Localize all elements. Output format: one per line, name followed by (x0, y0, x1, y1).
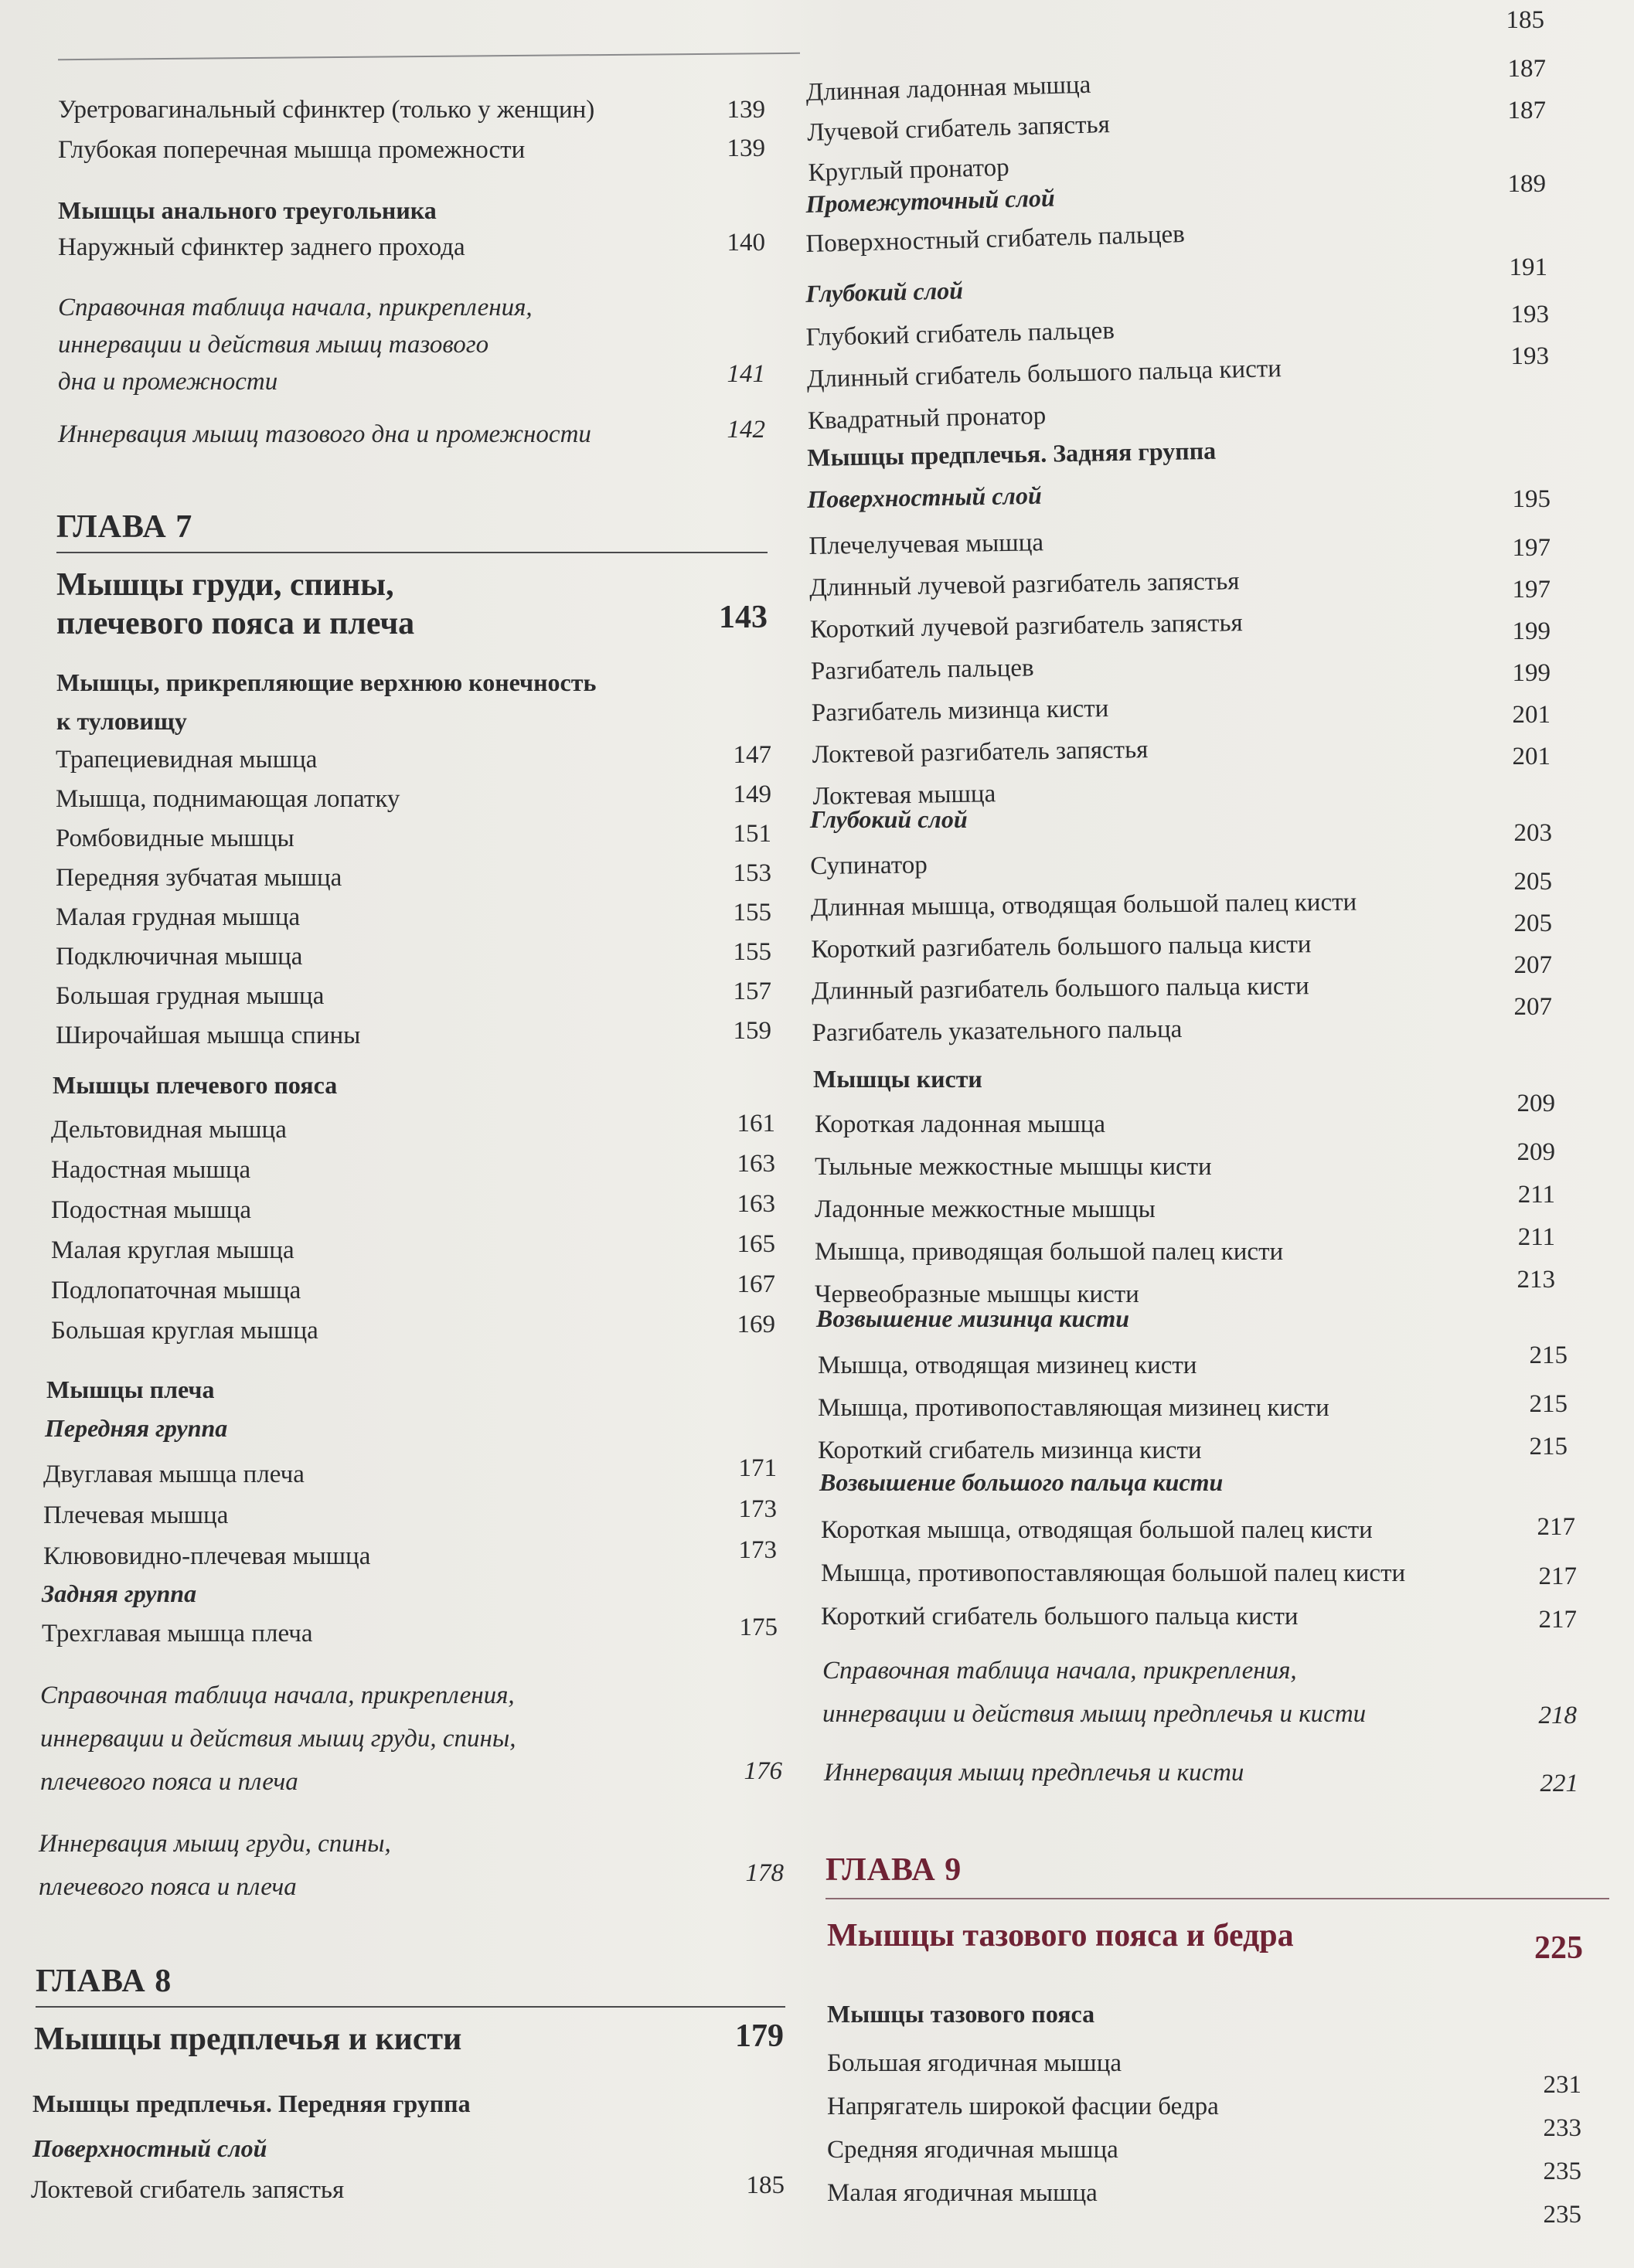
toc-entry[interactable]: Лучевой сгибатель запястья (806, 111, 1111, 147)
toc-entry[interactable]: Длинная мышца, отводящая большой палец кисти (810, 888, 1357, 922)
entry-page: 142 (727, 416, 765, 444)
page-list (1461, 48, 1546, 131)
entry-page: 167 (737, 1270, 775, 1298)
entry-list (827, 2042, 1219, 2215)
toc-entry[interactable]: Напрягатель широкой фасции бедра (827, 2093, 1219, 2120)
toc-entry[interactable]: Большая грудная мышца (56, 982, 325, 1010)
entry-page: 153 (733, 859, 771, 887)
entry-page: 139 (727, 96, 765, 124)
chapter-title[interactable]: Мышцы предплечья и кисти (34, 2021, 462, 2057)
entry-page: 171 (738, 1454, 777, 1482)
toc-entry[interactable]: Длинная ладонная мышца (805, 70, 1091, 107)
toc-entry[interactable]: Короткая ладонная мышца (815, 1110, 1106, 1138)
subsection-heading: Возвышение мизинца кисти (816, 1304, 1129, 1332)
toc-entry[interactable]: Локтевой разгибатель запястья (812, 736, 1149, 769)
chapter-rule (826, 1898, 1609, 1899)
ref-line: иннервации и действия мышц груди, спины, (40, 1725, 516, 1753)
subsection-heading: Передняя группа (45, 1414, 228, 1442)
page-list (1461, 294, 1549, 377)
reference-table-link[interactable] (822, 1649, 1366, 1736)
entry-page: 231 (1543, 2071, 1581, 2099)
toc-entry[interactable]: Мышца, отводящая мизинец кисти (818, 1352, 1197, 1379)
entry-page: 217 (1538, 1562, 1577, 1590)
toc-entry[interactable]: Длинный сгибатель большого пальца кисти (806, 355, 1282, 393)
entry-page: 221 (1540, 1770, 1578, 1797)
chapter-label: ГЛАВА 7 (56, 509, 193, 545)
toc-entry[interactable]: Червеобразные мышцы кисти (815, 1280, 1139, 1308)
heading-line: Мышцы, прикрепляющие верхнюю конечность (56, 668, 597, 696)
entry-page: 173 (738, 1495, 777, 1523)
subsection-heading: Промежуточный слой (805, 183, 1056, 218)
entry-page: 235 (1543, 2201, 1581, 2229)
entry-page: 197 (1512, 534, 1551, 562)
toc-entry[interactable]: Малая грудная мышца (56, 903, 301, 931)
entry-page: 199 (1512, 617, 1551, 645)
toc-entry[interactable]: Разгибатель указательного пальца (812, 1015, 1183, 1047)
toc-entry[interactable]: Короткий сгибатель мизинца кисти (818, 1437, 1202, 1464)
ref-line: дна и промежности (58, 368, 278, 396)
entry-page: 205 (1513, 910, 1552, 937)
chapter-rule (56, 552, 768, 553)
entry-page: 213 (1517, 1266, 1555, 1294)
section-heading (56, 663, 596, 740)
ref-line: плечевого пояса и плеча (39, 1873, 297, 1901)
entry-list (43, 1454, 370, 1577)
innervation-link[interactable] (39, 1822, 391, 1909)
toc-entry[interactable]: Глубокий сгибатель пальцев (805, 316, 1115, 352)
entry-page: 141 (727, 360, 765, 388)
entry-page: 211 (1517, 1223, 1555, 1251)
subsection-heading: Глубокий слой (805, 276, 964, 308)
entry-page: 205 (1513, 868, 1552, 896)
toc-entry[interactable]: Большая круглая мышца (51, 1317, 318, 1345)
chapter-title-line: плечевого пояса и плеча (56, 606, 415, 641)
entry-page: 197 (1512, 576, 1551, 604)
toc-entry[interactable]: Ладонные межкостные мышцы (815, 1195, 1156, 1223)
ref-line: иннервации и действия мышц тазового (58, 331, 489, 359)
entry-page: 207 (1513, 951, 1552, 979)
entry-page: 217 (1537, 1513, 1575, 1541)
page-list (1461, 1555, 1577, 1641)
toc-entry[interactable]: Короткая мышца, отводящая большой палец кисти (821, 1516, 1373, 1544)
section-heading: Мышцы кисти (813, 1065, 982, 1093)
entry-page: 163 (737, 1150, 775, 1178)
entry-page: 159 (733, 1017, 771, 1045)
toc-entry[interactable]: Большая ягодичная мышца (827, 2049, 1122, 2077)
chapter-title[interactable] (56, 566, 414, 643)
entry-page: 235 (1543, 2157, 1581, 2185)
entry-list (805, 64, 1111, 193)
ref-line: Иннервация мышц груди, спины, (39, 1830, 391, 1858)
toc-entry[interactable]: Квадратный пронатор (807, 401, 1047, 435)
entry-page: 211 (1517, 1181, 1555, 1209)
toc-entry[interactable]: Малая ягодичная мышца (827, 2179, 1098, 2207)
subsection-heading: Глубокий слой (810, 805, 968, 833)
entry-label: Поверхностный сгибатель пальцев (805, 220, 1186, 258)
ref-line: плечевого пояса и плеча (40, 1768, 298, 1796)
section-heading: Мышцы плеча (46, 1375, 215, 1403)
chapter-page: 143 (719, 600, 768, 635)
toc-entry[interactable]: Короткий лучевой разгибатель запястья (809, 609, 1243, 644)
entry-list (810, 840, 1358, 1054)
reference-table-link[interactable] (58, 289, 533, 400)
innervation-link[interactable] (824, 1754, 1244, 1791)
chapter-label: ГЛАВА 9 (826, 1852, 962, 1888)
entry-page: 176 (744, 1757, 782, 1785)
chapter-title-line: Мышцы груди, спины, (56, 567, 394, 603)
ref-line: Иннервация мышц тазового дна и промежности (58, 420, 591, 448)
subsection-heading: Поверхностный слой (32, 2134, 267, 2162)
top-rule (58, 53, 800, 60)
toc-entry[interactable]: Подлопаточная мышца (51, 1277, 301, 1304)
ref-line: иннервации и действия мышц предплечья и кисти (822, 1700, 1367, 1728)
entry-page: 178 (745, 1859, 784, 1887)
entry-page: 147 (733, 741, 771, 769)
toc-entry[interactable] (42, 1620, 313, 1648)
chapter-label: ГЛАВА 8 (36, 1964, 172, 1999)
page-list (696, 1103, 775, 1345)
entry-page: 199 (1512, 659, 1551, 687)
toc-entry[interactable]: Локтевая мышца (812, 780, 996, 811)
toc-entry[interactable]: Средняя ягодичная мышца (827, 2136, 1118, 2164)
entry-label: Уретровагинальный сфинктер (только у женщин) (58, 96, 595, 124)
entry-page: 193 (1510, 342, 1549, 370)
section-heading: Мышцы плечевого пояса (53, 1071, 338, 1099)
section-heading: Мышцы анального треугольника (58, 196, 437, 224)
ref-line: Справочная таблица начала, прикрепления, (40, 1681, 515, 1709)
entry-page: 140 (727, 229, 765, 257)
toc-entry[interactable]: Плечелучевая мышца (808, 529, 1044, 560)
section-heading: Мышцы тазового пояса (827, 2000, 1095, 2028)
toc-entry[interactable]: Трапециевидная мышца (56, 746, 318, 774)
section-heading: Мышцы предплечья. Передняя группа (32, 2089, 471, 2117)
entry-page: 187 (1507, 55, 1546, 83)
page-list (1461, 1131, 1555, 1301)
entry-page: 218 (1538, 1702, 1577, 1729)
toc-entry[interactable] (31, 2176, 344, 2205)
chapter-page: 225 (1534, 1930, 1583, 1966)
toc-entry[interactable]: Длинный разгибатель большого пальца кисти (811, 972, 1309, 1005)
page-list (1461, 527, 1551, 777)
toc-entry[interactable]: Супинатор (810, 851, 928, 880)
toc-entry[interactable]: Круглый пронатор (808, 153, 1010, 187)
entry-list (815, 1103, 1283, 1316)
entry-list (51, 1110, 318, 1351)
entry-page: 173 (738, 1536, 777, 1564)
entry-label: Локтевой сгибатель запястья (31, 2176, 345, 2204)
toc-entry[interactable]: Широчайшая мышца спины (56, 1022, 361, 1049)
toc-entry[interactable]: Мышца, противопоставляющая большой палец кисти (821, 1559, 1406, 1587)
innervation-link[interactable] (58, 416, 591, 453)
entry-page: 201 (1512, 743, 1551, 770)
toc-entry[interactable]: Плечевая мышца (43, 1501, 229, 1529)
toc-entry[interactable]: Подостная мышца (51, 1196, 252, 1224)
entry-page: 195 (1512, 485, 1551, 513)
entry-label: Наружный сфинктер заднего прохода (58, 233, 465, 261)
entry-page: 165 (737, 1230, 775, 1258)
entry-page: 187 (1507, 97, 1546, 124)
toc-entry[interactable]: Дельтовидная мышца (51, 1116, 287, 1144)
subsection-heading: Задняя группа (42, 1579, 197, 1607)
entry-page: 151 (733, 820, 771, 848)
entry-page: 207 (1513, 993, 1552, 1021)
entry-page: 175 (739, 1613, 778, 1641)
toc-entry[interactable] (58, 136, 525, 165)
toc-entry[interactable]: Двуглавая мышца плеча (43, 1460, 305, 1488)
toc-entry[interactable]: Мышца, приводящая большой палец кисти (815, 1238, 1284, 1266)
entry-page: 139 (727, 134, 765, 162)
ref-line: Иннервация мышц предплечья и кисти (824, 1759, 1244, 1787)
toc-entry[interactable] (805, 220, 1185, 259)
entry-page: 149 (733, 780, 771, 808)
toc-entry[interactable]: Разгибатель мизинца кисти (811, 694, 1109, 727)
entry-page: 201 (1512, 701, 1551, 729)
toc-entry[interactable]: Клювовидно-плечевая мышца (43, 1542, 371, 1570)
toc-entry[interactable]: Ромбовидные мышцы (56, 825, 294, 852)
section-heading: Мышцы предплечья. Задняя группа (807, 436, 1217, 471)
reference-table-link[interactable] (40, 1674, 516, 1804)
chapter-title[interactable]: Мышцы тазового пояса и бедра (827, 1918, 1294, 1953)
entry-page: 155 (733, 899, 771, 927)
heading-line: к туловищу (56, 707, 187, 735)
page-list (696, 736, 771, 1051)
toc-entry[interactable]: Малая круглая мышца (51, 1236, 294, 1264)
toc-entry[interactable]: Передняя зубчатая мышца (56, 864, 342, 892)
entry-list (805, 306, 1283, 442)
entry-list (818, 1345, 1329, 1472)
entry-page: 233 (1543, 2114, 1581, 2142)
toc-entry[interactable] (58, 96, 594, 124)
chapter-rule (36, 2006, 785, 2008)
toc-entry[interactable]: Мышца, поднимающая лопатку (56, 785, 400, 813)
entry-page: 169 (737, 1311, 775, 1338)
toc-entry[interactable] (58, 233, 465, 262)
entry-page: 215 (1529, 1390, 1568, 1418)
subsection-heading: Возвышение большого пальца кисти (819, 1468, 1224, 1496)
page-list (1461, 861, 1552, 1028)
entry-page: 163 (737, 1190, 775, 1218)
entry-list (808, 519, 1245, 818)
entry-page: 193 (1510, 301, 1549, 328)
entry-page: 191 (1509, 253, 1547, 281)
entry-list (56, 740, 400, 1056)
chapter-page: 179 (735, 2018, 784, 2054)
entry-page: 209 (1517, 1090, 1555, 1117)
entry-page: 209 (1517, 1138, 1555, 1166)
entry-page: 217 (1538, 1606, 1577, 1634)
entry-page: 215 (1529, 1433, 1568, 1460)
entry-page: 203 (1513, 819, 1552, 847)
ref-line: Справочная таблица начала, прикрепления, (58, 294, 533, 321)
top-page-number: 185 (1506, 6, 1544, 34)
toc-entry[interactable]: Надостная мышца (51, 1156, 251, 1184)
entry-list (821, 1508, 1405, 1638)
toc-entry[interactable]: Тыльные межкостные мышцы кисти (815, 1153, 1212, 1181)
entry-page: 157 (733, 978, 771, 1005)
toc-entry[interactable]: Короткий сгибатель большого пальца кисти (821, 1603, 1299, 1630)
toc-entry[interactable]: Подключичная мышца (56, 943, 303, 971)
ref-line: Справочная таблица начала, прикрепления, (822, 1657, 1297, 1685)
page-list (696, 1448, 777, 1571)
toc-entry[interactable]: Длинный лучевой разгибатель запястья (808, 567, 1240, 602)
entry-label: Трехглавая мышца плеча (42, 1620, 313, 1647)
toc-entry[interactable]: Короткий разгибатель большого пальца кисти (811, 930, 1312, 964)
entry-page: 189 (1507, 170, 1546, 198)
subsection-heading: Поверхностный слой (807, 481, 1042, 513)
toc-entry[interactable]: Разгибатель пальцев (810, 654, 1034, 685)
toc-entry[interactable]: Мышца, противопоставляющая мизинец кисти (818, 1394, 1329, 1422)
entry-page: 185 (746, 2171, 785, 2199)
entry-page: 161 (737, 1110, 775, 1137)
entry-page: 155 (733, 938, 771, 966)
page-list (1461, 2063, 1581, 2236)
entry-label: Глубокая поперечная мышца промежности (58, 136, 526, 164)
page-list (1461, 1383, 1568, 1468)
entry-page: 215 (1529, 1341, 1568, 1369)
